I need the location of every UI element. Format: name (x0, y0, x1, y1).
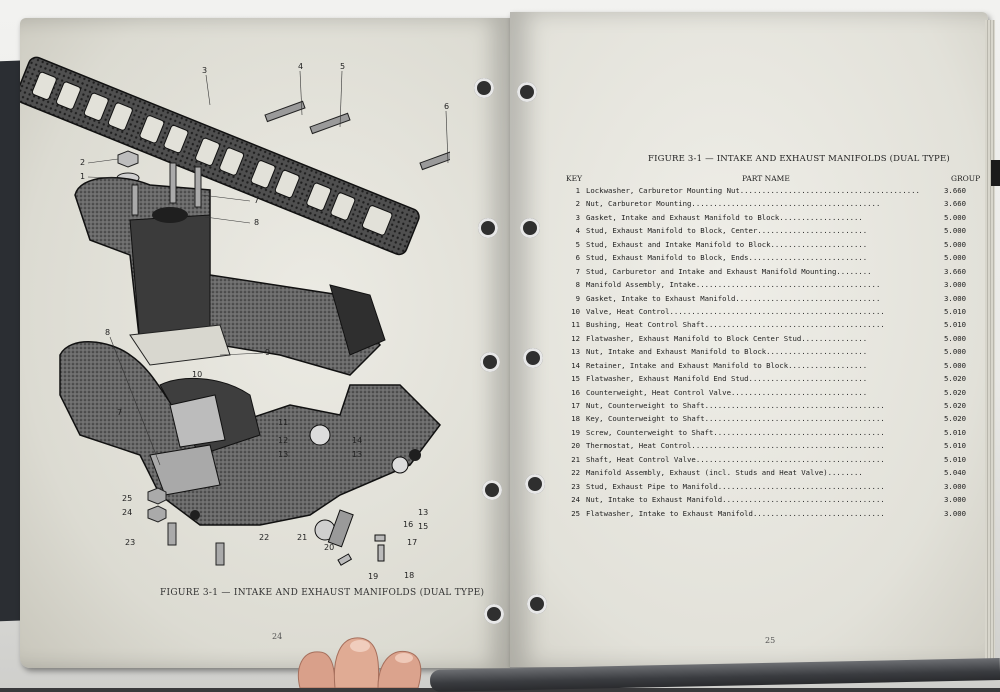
row-key: 15 (571, 374, 580, 384)
figure-caption: FIGURE 3-1 — INTAKE AND EXHAUST MANIFOLDS (DUAL TYPE) (160, 588, 485, 598)
row-group: 5.020 (944, 401, 966, 410)
header-key: KEY (566, 174, 583, 183)
row-key: 14 (571, 360, 580, 370)
row-part-name: Valve, Heat Control................................................. (586, 306, 885, 316)
index-tab (991, 160, 1000, 186)
row-key: 24 (571, 495, 580, 505)
row-group: 5.010 (944, 306, 966, 316)
header-group: GROUP (951, 174, 981, 183)
svg-text:8: 8 (254, 218, 260, 227)
row-key: 23 (571, 481, 580, 491)
svg-text:23: 23 (125, 538, 136, 547)
row-group: 5.000 (944, 360, 966, 370)
row-group: 3.660 (944, 266, 966, 276)
gasket (20, 55, 421, 257)
parts-row (562, 253, 974, 266)
parts-row (562, 428, 974, 441)
row-part-name: Retainer, Intake and Exhaust Manifold to Block.................. (586, 360, 868, 370)
parts-row (562, 495, 974, 508)
binder-hole (474, 78, 494, 98)
page-number-right: 25 (765, 636, 776, 645)
binder-hole (478, 218, 498, 238)
row-part-name: Gasket, Intake and Exhaust Manifold to Block................... (586, 212, 863, 222)
parts-row (562, 334, 974, 347)
parts-row (562, 280, 974, 293)
row-part-name: Nut, Intake to Exhaust Manifold..................................... (586, 495, 885, 505)
row-key: 21 (571, 454, 580, 464)
row-part-name: Stud, Exhaust Manifold to Block, Ends........................... (586, 253, 868, 263)
binder-hole (523, 348, 543, 368)
row-group: 5.000 (944, 226, 966, 236)
row-key: 8 (575, 280, 580, 290)
row-part-name: Gasket, Intake to Exhaust Manifold................................. (586, 293, 881, 303)
row-part-name: Manifold Assembly, Intake.......................................... (586, 280, 881, 290)
row-group: 5.000 (944, 333, 966, 343)
svg-text:3: 3 (202, 66, 208, 75)
row-key: 16 (571, 387, 580, 397)
row-part-name: Stud, Exhaust and Intake Manifold to Block...................... (586, 239, 868, 249)
parts-row (562, 374, 974, 387)
parts-row (562, 320, 974, 333)
parts-row (562, 294, 974, 307)
row-group: 5.010 (944, 441, 966, 451)
row-part-name: Key, Counterweight to Shaft......................................... (586, 414, 885, 424)
binder-hole (527, 594, 547, 614)
binder-hole (480, 352, 500, 372)
row-part-name: Nut, Intake and Exhaust Manifold to Block....................... (586, 347, 868, 357)
row-group: 5.020 (944, 387, 966, 397)
row-part-name: Shaft, Heat Control Valve........................................... (586, 454, 885, 464)
svg-text:21: 21 (297, 533, 308, 542)
row-group: 5.020 (944, 374, 966, 384)
row-part-name: Manifold Assembly, Exhaust (incl. Studs and Heat Valve)........ (586, 468, 863, 478)
row-group: 3.660 (944, 199, 966, 209)
exploded-manifold-diagram (20, 55, 450, 615)
svg-text:13: 13 (278, 450, 289, 459)
header-part-name: PART NAME (742, 174, 790, 183)
row-part-name: Flatwasher, Exhaust Manifold to Block Center Stud............... (586, 333, 868, 343)
parts-row (562, 441, 974, 454)
binder-hole (484, 604, 504, 624)
row-group: 5.010 (944, 320, 966, 330)
row-group: 5.010 (944, 454, 966, 464)
parts-row (562, 468, 974, 481)
parts-row (562, 267, 974, 280)
svg-text:11: 11 (278, 418, 289, 427)
svg-text:10: 10 (192, 370, 203, 379)
svg-text:17: 17 (407, 538, 418, 547)
parts-row (562, 401, 974, 414)
row-key: 20 (571, 441, 580, 451)
svg-text:2: 2 (80, 158, 86, 167)
row-group: 3.660 (944, 186, 966, 195)
parts-row (562, 186, 974, 199)
svg-text:12: 12 (278, 436, 289, 445)
row-key: 11 (571, 320, 580, 330)
row-key: 9 (575, 293, 580, 303)
svg-text:4: 4 (298, 62, 304, 71)
row-key: 18 (571, 414, 580, 424)
exhaust-manifold (60, 342, 440, 525)
row-key: 19 (571, 427, 580, 437)
hand (280, 628, 460, 688)
svg-text:7: 7 (117, 408, 123, 417)
row-key: 10 (571, 306, 580, 316)
row-key: 25 (571, 508, 580, 518)
svg-text:25: 25 (122, 494, 133, 503)
row-part-name: Lockwasher, Carburetor Mounting Nut......................................... (586, 186, 920, 195)
parts-row (562, 482, 974, 495)
parts-list (562, 186, 974, 522)
row-group: 3.000 (944, 293, 966, 303)
parts-row (562, 240, 974, 253)
svg-text:13: 13 (352, 450, 363, 459)
parts-row (562, 226, 974, 239)
svg-text:15: 15 (418, 522, 429, 531)
row-part-name: Flatwasher, Intake to Exhaust Manifold.............................. (586, 508, 885, 518)
row-group: 3.000 (944, 508, 966, 518)
row-key: 6 (575, 253, 580, 263)
row-key: 2 (575, 199, 580, 209)
row-group: 5.000 (944, 253, 966, 263)
row-group: 5.020 (944, 414, 966, 424)
row-part-name: Flatwasher, Exhaust Manifold End Stud........................... (586, 374, 868, 384)
svg-text:14: 14 (352, 436, 363, 445)
svg-text:1: 1 (80, 172, 86, 181)
row-part-name: Thermostat, Heat Control............................................ (586, 441, 885, 451)
row-group: 5.010 (944, 427, 966, 437)
row-part-name: Stud, Carburetor and Intake and Exhaust Manifold Mounting........ (586, 266, 872, 276)
svg-text:13: 13 (418, 508, 429, 517)
row-group: 5.000 (944, 347, 966, 357)
row-key: 1 (575, 186, 580, 195)
svg-text:24: 24 (122, 508, 133, 517)
row-key: 22 (571, 468, 580, 478)
binder-hole (520, 218, 540, 238)
svg-text:6: 6 (444, 102, 450, 111)
parts-row (562, 199, 974, 212)
heat-control-parts (315, 510, 385, 565)
svg-text:5: 5 (340, 62, 346, 71)
svg-text:16: 16 (403, 520, 414, 529)
row-key: 7 (575, 266, 580, 276)
svg-text:7: 7 (254, 196, 260, 205)
row-part-name: Stud, Exhaust Pipe to Manifold...................................... (586, 481, 885, 491)
row-group: 5.000 (944, 212, 966, 222)
row-key: 4 (575, 226, 580, 236)
row-key: 12 (571, 333, 580, 343)
binder-hole (517, 82, 537, 102)
row-part-name: Bushing, Heat Control Shaft......................................... (586, 320, 885, 330)
parts-row (562, 361, 974, 374)
parts-row (562, 213, 974, 226)
row-key: 3 (575, 212, 580, 222)
row-group: 3.000 (944, 280, 966, 290)
page-number-left: 24 (272, 632, 283, 641)
parts-list-title: FIGURE 3-1 — INTAKE AND EXHAUST MANIFOLDS (DUAL TYPE) (648, 154, 950, 164)
binder-hole (482, 480, 502, 500)
row-key: 17 (571, 401, 580, 410)
row-group: 3.000 (944, 495, 966, 505)
row-part-name: Stud, Exhaust Manifold to Block, Center......................... (586, 226, 868, 236)
row-key: 5 (575, 239, 580, 249)
parts-row (562, 307, 974, 320)
row-part-name: Counterweight, Heat Control Valve............................... (586, 387, 868, 397)
row-group: 5.000 (944, 239, 966, 249)
svg-text:8: 8 (105, 328, 111, 337)
svg-text:9: 9 (265, 348, 271, 357)
page-edges (985, 20, 995, 660)
row-part-name: Nut, Carburetor Mounting........................................... (586, 199, 881, 209)
svg-text:22: 22 (259, 533, 270, 542)
parts-row (562, 347, 974, 360)
svg-text:20: 20 (324, 543, 335, 552)
row-part-name: Screw, Counterweight to Shaft....................................... (586, 427, 885, 437)
svg-text:18: 18 (404, 571, 415, 580)
svg-text:19: 19 (368, 572, 379, 581)
parts-row (562, 455, 974, 468)
parts-row (562, 414, 974, 427)
parts-row (562, 388, 974, 401)
studs-upper (265, 101, 450, 169)
row-group: 5.040 (944, 468, 966, 478)
row-group: 3.000 (944, 481, 966, 491)
binder-hole (525, 474, 545, 494)
parts-row (562, 509, 974, 522)
row-key: 13 (571, 347, 580, 357)
row-part-name: Nut, Counterweight to Shaft......................................... (586, 401, 885, 410)
